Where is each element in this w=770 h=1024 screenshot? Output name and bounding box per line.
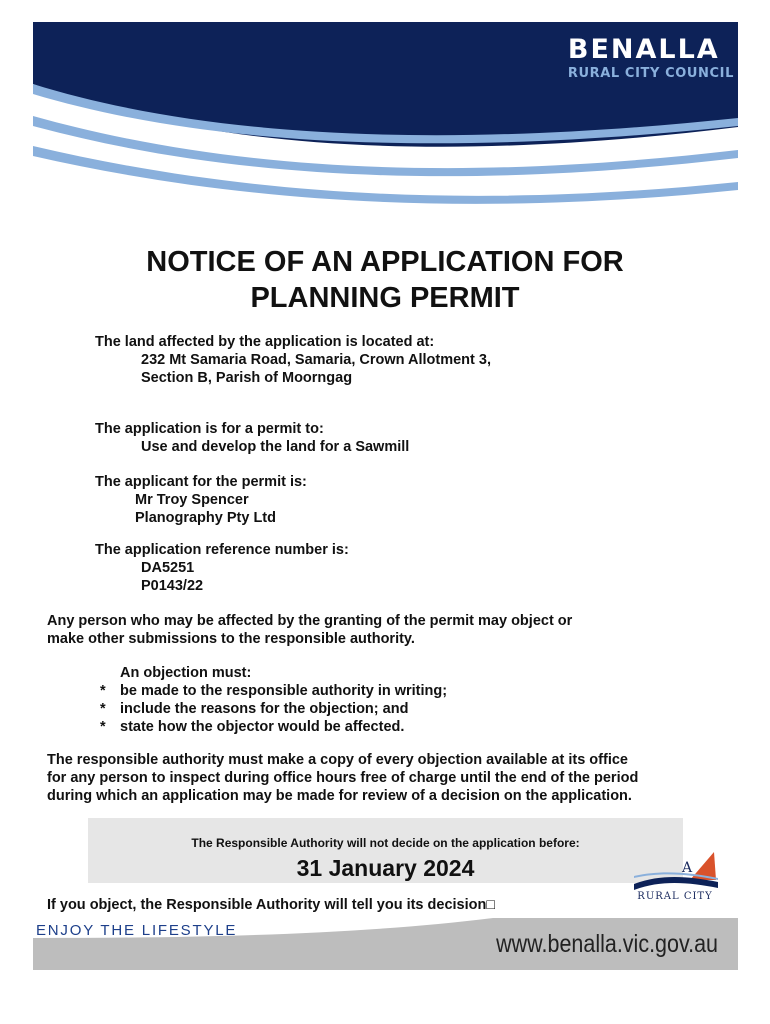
council-logo xyxy=(568,36,734,81)
decision-date-label: The Responsible Authority will not decide on the application before: xyxy=(191,836,580,850)
decision-date: 31 January 2024 xyxy=(296,855,475,881)
emblem-text: RURAL CITY xyxy=(637,891,713,902)
reference-number-1: DA5251 xyxy=(141,560,195,576)
decision-note: If you object, the Responsible Authority will tell you its decision□ xyxy=(47,897,496,913)
objection-intro-line-1: Any person who may be affected by the granting of the permit may object or xyxy=(47,613,573,629)
bullet-marker: * xyxy=(100,719,106,735)
reference-label: The application reference number is: xyxy=(95,542,349,558)
bullet-marker: * xyxy=(100,683,106,699)
title-line-1: NOTICE OF AN APPLICATION FOR xyxy=(146,246,624,278)
list-item-text: state how the objector would be affected. xyxy=(120,719,405,735)
list-item xyxy=(100,682,447,700)
applicant-label: The applicant for the permit is: xyxy=(95,474,307,490)
website-link[interactable]: www.benalla.vic.gov.au xyxy=(496,930,718,958)
council-name: BENALLA xyxy=(567,34,720,65)
objection-heading: An objection must: xyxy=(120,665,252,681)
permit-value: Use and develop the land for a Sawmill xyxy=(141,439,410,455)
reference-number-2: P0143/22 xyxy=(141,578,204,594)
reference-section xyxy=(95,541,349,595)
permit-section xyxy=(95,420,409,456)
applicant-section xyxy=(95,473,307,527)
applicant-company: Planography Pty Ltd xyxy=(135,510,276,526)
list-item-text: include the reasons for the objection; and xyxy=(120,701,409,717)
objection-intro xyxy=(47,612,572,648)
authority-line-1: The responsible authority must make a copy of every objection available at its office xyxy=(47,752,628,768)
authority-paragraph xyxy=(47,751,638,805)
decision-date-box xyxy=(88,818,683,883)
footer-tagline: ENJOY THE LIFESTYLE xyxy=(36,922,238,939)
permit-label: The application is for a permit to: xyxy=(95,421,324,437)
page-title xyxy=(0,244,770,316)
bullet-marker: * xyxy=(100,701,106,717)
list-item xyxy=(100,700,447,718)
applicant-name: Mr Troy Spencer xyxy=(135,492,249,508)
objection-requirements xyxy=(100,664,448,736)
list-item xyxy=(100,718,447,736)
land-address-line-2: Section B, Parish of Moorngag xyxy=(141,370,353,386)
title-line-2: PLANNING PERMIT xyxy=(250,282,520,314)
land-address-line-1: 232 Mt Samaria Road, Samaria, Crown Allotment 3, xyxy=(141,352,491,368)
council-subtitle: RURAL CITY COUNCIL xyxy=(567,66,734,81)
authority-line-3: during which an application may be made for review of a decision on the application. xyxy=(47,788,632,804)
list-item-text: be made to the responsible authority in writing; xyxy=(120,683,448,699)
objection-intro-line-2: make other submissions to the responsible authority. xyxy=(47,631,415,647)
emblem-letter: A xyxy=(682,860,693,876)
land-label: The land affected by the application is located at: xyxy=(95,334,435,350)
authority-line-2: for any person to inspect during office hours free of charge until the end of the period xyxy=(47,770,639,786)
land-section xyxy=(95,333,491,387)
